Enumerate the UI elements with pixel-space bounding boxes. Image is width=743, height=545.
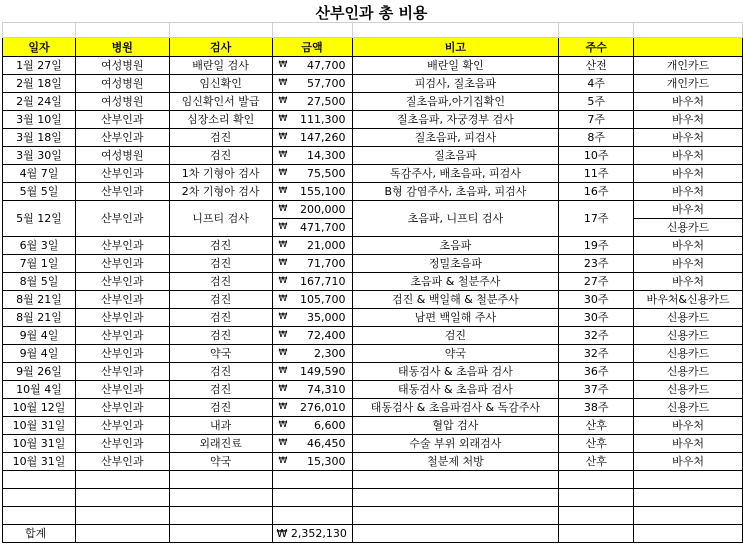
note-cell[interactable]: 정밀초음파	[352, 255, 559, 273]
test-cell[interactable]: 심장소리 확인	[169, 111, 272, 129]
amount-value: 74,310	[307, 383, 346, 396]
test-cell[interactable]: 배란일 검사	[169, 57, 272, 75]
test-cell[interactable]: 검진	[169, 309, 272, 327]
date-cell[interactable]: 10월 12일	[3, 399, 76, 417]
date-cell[interactable]: 10월 4일	[3, 381, 76, 399]
currency-symbol: ₩	[278, 276, 288, 286]
date-cell[interactable]: 6월 3일	[3, 237, 76, 255]
pay-cell[interactable]: 신용카드	[634, 381, 743, 399]
amount-value: 46,450	[307, 437, 346, 450]
date-cell[interactable]: 5월 12일	[3, 201, 76, 237]
week-cell[interactable]: 30주	[559, 291, 634, 309]
date-cell[interactable]: 1월 27일	[3, 57, 76, 75]
empty-cell[interactable]	[3, 489, 76, 507]
amount-cell[interactable]	[272, 165, 352, 183]
date-cell[interactable]: 2월 24일	[3, 93, 76, 111]
test-cell[interactable]: 검진	[169, 273, 272, 291]
amount-cell[interactable]	[272, 417, 352, 435]
amount-cell[interactable]	[272, 255, 352, 273]
week-cell[interactable]: 산후	[559, 435, 634, 453]
hospital-cell[interactable]: 산부인과	[75, 255, 169, 273]
note-cell[interactable]: 질초음파, 피검사	[352, 129, 559, 147]
empty-cell[interactable]	[272, 471, 352, 489]
amount-value: 15,300	[307, 455, 346, 468]
amount-cell[interactable]	[272, 201, 352, 219]
pay-cell[interactable]: 바우처	[634, 435, 743, 453]
note-cell[interactable]: 질초음파	[352, 147, 559, 165]
date-cell[interactable]: 3월 18일	[3, 129, 76, 147]
header-week[interactable]: 주수	[559, 38, 634, 57]
empty-cell[interactable]	[352, 525, 559, 543]
amount-value: 167,710	[300, 275, 346, 288]
empty-cell[interactable]	[634, 489, 743, 507]
pay-cell[interactable]: 바우처	[634, 273, 743, 291]
note-cell[interactable]: 초음파, 니프티 검사	[352, 201, 559, 237]
empty-cell[interactable]	[3, 471, 76, 489]
amount-value: 149,590	[300, 365, 346, 378]
date-cell[interactable]: 9월 4일	[3, 345, 76, 363]
table-row	[3, 237, 743, 255]
cell[interactable]	[634, 23, 743, 38]
total-amount[interactable]: ₩ 2,352,130	[272, 525, 352, 543]
currency-symbol: ₩	[278, 348, 288, 358]
note-cell[interactable]: 질초음파,아기집확인	[352, 93, 559, 111]
pay-cell[interactable]: 신용카드	[634, 219, 743, 237]
currency-symbol: ₩	[278, 240, 288, 250]
empty-cell[interactable]	[169, 489, 272, 507]
currency-symbol: ₩	[278, 132, 288, 142]
test-cell[interactable]: 약국	[169, 453, 272, 471]
week-cell[interactable]: 10주	[559, 147, 634, 165]
empty-row	[3, 471, 743, 489]
empty-row	[3, 507, 743, 525]
table-row	[3, 57, 743, 75]
amount-cell[interactable]	[272, 453, 352, 471]
blank-row	[3, 23, 743, 38]
week-cell[interactable]: 11주	[559, 165, 634, 183]
week-cell[interactable]: 37주	[559, 381, 634, 399]
hospital-cell[interactable]: 산부인과	[75, 111, 169, 129]
week-cell[interactable]: 8주	[559, 129, 634, 147]
hospital-cell[interactable]: 산부인과	[75, 291, 169, 309]
note-cell[interactable]: 질초음파, 자궁경부 검사	[352, 111, 559, 129]
note-cell[interactable]: 혈압 검사	[352, 417, 559, 435]
amount-cell[interactable]	[272, 291, 352, 309]
note-cell[interactable]: 태동검사 & 초음파 검사	[352, 381, 559, 399]
amount-cell[interactable]	[272, 111, 352, 129]
table-row	[3, 327, 743, 345]
table-row	[3, 273, 743, 291]
empty-cell[interactable]	[352, 471, 559, 489]
cell[interactable]	[75, 23, 169, 38]
date-cell[interactable]: 3월 10일	[3, 111, 76, 129]
week-cell[interactable]: 산후	[559, 453, 634, 471]
table-row	[3, 345, 743, 363]
amount-value: 72,400	[307, 329, 346, 342]
test-cell[interactable]: 검진	[169, 363, 272, 381]
hospital-cell[interactable]: 산부인과	[75, 237, 169, 255]
currency-symbol: ₩	[278, 384, 288, 394]
amount-cell[interactable]	[272, 219, 352, 237]
hospital-cell[interactable]: 산부인과	[75, 165, 169, 183]
date-cell[interactable]: 9월 4일	[3, 327, 76, 345]
header-pay[interactable]	[634, 38, 743, 57]
date-cell[interactable]: 3월 30일	[3, 147, 76, 165]
hospital-cell[interactable]: 산부인과	[75, 201, 169, 237]
amount-value: 471,700	[300, 221, 346, 234]
date-cell[interactable]: 10월 31일	[3, 417, 76, 435]
currency-symbol: ₩	[278, 114, 288, 124]
amount-value: 6,600	[314, 419, 346, 432]
week-cell[interactable]: 산전	[559, 57, 634, 75]
test-cell[interactable]: 검진	[169, 327, 272, 345]
amount-cell[interactable]	[272, 93, 352, 111]
hospital-cell[interactable]: 산부인과	[75, 345, 169, 363]
note-cell[interactable]: 독감주사, 배초음파, 피검사	[352, 165, 559, 183]
week-cell[interactable]: 32주	[559, 327, 634, 345]
amount-cell[interactable]	[272, 435, 352, 453]
empty-cell[interactable]	[169, 507, 272, 525]
empty-cell[interactable]	[169, 525, 272, 543]
date-cell[interactable]: 5월 5일	[3, 183, 76, 201]
note-cell[interactable]: 남편 백일해 주사	[352, 309, 559, 327]
note-cell[interactable]: 초음파 & 철분주사	[352, 273, 559, 291]
currency-symbol: ₩	[278, 186, 288, 196]
pay-cell[interactable]: 바우처	[634, 165, 743, 183]
pay-cell[interactable]: 신용카드	[634, 309, 743, 327]
table-row	[3, 453, 743, 471]
table-row	[3, 183, 743, 201]
amount-value: 71,700	[307, 257, 346, 270]
empty-cell[interactable]	[559, 471, 634, 489]
date-cell[interactable]: 7월 1일	[3, 255, 76, 273]
test-cell[interactable]: 외래진료	[169, 435, 272, 453]
empty-cell[interactable]	[634, 507, 743, 525]
amount-cell[interactable]	[272, 327, 352, 345]
week-cell[interactable]: 36주	[559, 363, 634, 381]
table-row	[3, 363, 743, 381]
cell[interactable]	[272, 23, 352, 38]
hospital-cell[interactable]: 여성병원	[75, 93, 169, 111]
currency-symbol: ₩	[278, 96, 288, 106]
empty-row	[3, 489, 743, 507]
table-row	[3, 381, 743, 399]
table-row	[3, 147, 743, 165]
cell[interactable]	[559, 23, 634, 38]
empty-cell[interactable]	[75, 471, 169, 489]
amount-value: 105,700	[300, 293, 346, 306]
week-cell[interactable]: 4주	[559, 75, 634, 93]
empty-cell[interactable]	[169, 471, 272, 489]
amount-value: 14,300	[307, 149, 346, 162]
table-row	[3, 201, 743, 219]
week-cell[interactable]: 17주	[559, 201, 634, 237]
amount-cell[interactable]	[272, 399, 352, 417]
currency-symbol: ₩	[278, 366, 288, 376]
pay-cell[interactable]: 개인카드	[634, 75, 743, 93]
currency-symbol: ₩	[278, 78, 288, 88]
cell[interactable]	[352, 23, 559, 38]
pay-cell[interactable]: 바우처&신용카드	[634, 291, 743, 309]
week-cell[interactable]: 32주	[559, 345, 634, 363]
date-cell[interactable]: 2월 18일	[3, 75, 76, 93]
hospital-cell[interactable]: 산부인과	[75, 453, 169, 471]
note-cell[interactable]: 약국	[352, 345, 559, 363]
empty-cell[interactable]	[75, 507, 169, 525]
note-cell[interactable]: 철분제 처방	[352, 453, 559, 471]
empty-cell[interactable]	[559, 525, 634, 543]
amount-value: 27,500	[307, 95, 346, 108]
amount-cell[interactable]	[272, 75, 352, 93]
test-cell[interactable]: 검진	[169, 255, 272, 273]
hospital-cell[interactable]: 산부인과	[75, 417, 169, 435]
cell[interactable]	[169, 23, 272, 38]
pay-cell[interactable]: 바우처	[634, 417, 743, 435]
test-cell[interactable]: 니프티 검사	[169, 201, 272, 237]
test-cell[interactable]: 2차 기형아 검사	[169, 183, 272, 201]
table-row	[3, 309, 743, 327]
test-cell[interactable]: 임신확인서 발급	[169, 93, 272, 111]
amount-cell[interactable]	[272, 129, 352, 147]
note-cell[interactable]: B형 감염주사, 초음파, 피검사	[352, 183, 559, 201]
pay-cell[interactable]: 바우처	[634, 255, 743, 273]
week-cell[interactable]: 30주	[559, 309, 634, 327]
test-cell[interactable]: 검진	[169, 381, 272, 399]
amount-cell[interactable]	[272, 273, 352, 291]
amount-cell[interactable]	[272, 345, 352, 363]
pay-cell[interactable]: 신용카드	[634, 327, 743, 345]
hospital-cell[interactable]: 산부인과	[75, 363, 169, 381]
test-cell[interactable]: 내과	[169, 417, 272, 435]
amount-value: 75,500	[307, 167, 346, 180]
amount-value: 21,000	[307, 239, 346, 252]
amount-cell[interactable]	[272, 309, 352, 327]
amount-value: 200,000	[300, 203, 346, 216]
currency-symbol: ₩	[278, 438, 288, 448]
pay-cell[interactable]: 바우처	[634, 93, 743, 111]
total-label[interactable]: 합계	[3, 525, 76, 543]
pay-cell[interactable]: 신용카드	[634, 399, 743, 417]
note-cell[interactable]: 태동검사 & 초음파 검사	[352, 363, 559, 381]
empty-cell[interactable]	[559, 489, 634, 507]
hospital-cell[interactable]: 산부인과	[75, 399, 169, 417]
sheet-title: 산부인과 총 비용	[315, 4, 428, 22]
header-hospital[interactable]: 병원	[75, 38, 169, 57]
amount-value: 276,010	[300, 401, 346, 414]
currency-symbol: ₩	[278, 456, 288, 466]
table-row	[3, 129, 743, 147]
test-cell[interactable]: 검진	[169, 147, 272, 165]
pay-cell[interactable]: 바우처	[634, 453, 743, 471]
cell[interactable]	[3, 23, 76, 38]
pay-cell[interactable]: 바우처	[634, 111, 743, 129]
note-cell[interactable]: 검진	[352, 327, 559, 345]
hospital-cell[interactable]: 여성병원	[75, 75, 169, 93]
week-cell[interactable]: 7주	[559, 111, 634, 129]
date-cell[interactable]: 4월 7일	[3, 165, 76, 183]
test-cell[interactable]: 검진	[169, 291, 272, 309]
pay-cell[interactable]: 신용카드	[634, 363, 743, 381]
date-cell[interactable]: 8월 21일	[3, 309, 76, 327]
amount-cell[interactable]	[272, 381, 352, 399]
cost-table	[2, 22, 743, 543]
amount-value: 2,300	[314, 347, 346, 360]
currency-symbol: ₩	[278, 150, 288, 160]
hospital-cell[interactable]: 산부인과	[75, 327, 169, 345]
hospital-cell[interactable]: 산부인과	[75, 309, 169, 327]
empty-cell[interactable]	[272, 507, 352, 525]
currency-symbol: ₩	[278, 420, 288, 430]
test-cell[interactable]: 검진	[169, 237, 272, 255]
table-row	[3, 399, 743, 417]
empty-cell[interactable]	[75, 525, 169, 543]
amount-cell[interactable]	[272, 363, 352, 381]
total-row	[3, 525, 743, 543]
header-test[interactable]: 검사	[169, 38, 272, 57]
amount-value: 111,300	[300, 113, 346, 126]
date-cell[interactable]: 8월 21일	[3, 291, 76, 309]
amount-cell[interactable]	[272, 57, 352, 75]
table-row	[3, 111, 743, 129]
amount-value: 57,700	[307, 77, 346, 90]
currency-symbol: ₩	[278, 222, 288, 232]
amount-cell[interactable]	[272, 237, 352, 255]
empty-cell[interactable]	[352, 507, 559, 525]
header-amount[interactable]: 금액	[272, 38, 352, 57]
table-row	[3, 75, 743, 93]
pay-cell[interactable]: 바우처	[634, 183, 743, 201]
amount-value: 47,700	[307, 59, 346, 72]
week-cell[interactable]: 19주	[559, 237, 634, 255]
week-cell[interactable]: 5주	[559, 93, 634, 111]
empty-cell[interactable]	[634, 525, 743, 543]
pay-cell[interactable]: 개인카드	[634, 57, 743, 75]
week-cell[interactable]: 23주	[559, 255, 634, 273]
amount-value: 147,260	[300, 131, 346, 144]
table-row	[3, 165, 743, 183]
empty-cell[interactable]	[75, 489, 169, 507]
note-cell[interactable]: 배란일 확인	[352, 57, 559, 75]
hospital-cell[interactable]: 여성병원	[75, 147, 169, 165]
currency-symbol: ₩	[278, 258, 288, 268]
date-cell[interactable]: 8월 5일	[3, 273, 76, 291]
pay-cell[interactable]: 바우처	[634, 129, 743, 147]
table-row	[3, 93, 743, 111]
currency-symbol: ₩	[278, 204, 288, 214]
hospital-cell[interactable]: 산부인과	[75, 273, 169, 291]
header-row	[3, 38, 743, 57]
table-row	[3, 255, 743, 273]
table-row	[3, 417, 743, 435]
hospital-cell[interactable]: 여성병원	[75, 57, 169, 75]
week-cell[interactable]: 27주	[559, 273, 634, 291]
header-note[interactable]: 비고	[352, 38, 559, 57]
currency-symbol: ₩	[278, 312, 288, 322]
hospital-cell[interactable]: 산부인과	[75, 183, 169, 201]
currency-symbol: ₩	[278, 168, 288, 178]
note-cell[interactable]: 피검사, 질초음파	[352, 75, 559, 93]
currency-symbol: ₩	[278, 294, 288, 304]
note-cell[interactable]: 검진 & 백일해 & 철분주사	[352, 291, 559, 309]
currency-symbol: ₩	[278, 402, 288, 412]
week-cell[interactable]: 16주	[559, 183, 634, 201]
empty-cell[interactable]	[634, 471, 743, 489]
amount-cell[interactable]	[272, 183, 352, 201]
hospital-cell[interactable]: 산부인과	[75, 129, 169, 147]
amount-value: 155,100	[300, 185, 346, 198]
pay-cell[interactable]: 바우처	[634, 201, 743, 219]
note-cell[interactable]: 수술 부위 외래검사	[352, 435, 559, 453]
empty-cell[interactable]	[559, 507, 634, 525]
empty-cell[interactable]	[3, 507, 76, 525]
currency-symbol: ₩	[278, 330, 288, 340]
empty-cell[interactable]	[272, 489, 352, 507]
date-cell[interactable]: 9월 26일	[3, 363, 76, 381]
test-cell[interactable]: 1차 기형아 검사	[169, 165, 272, 183]
note-cell[interactable]: 태동검사 & 초음파검사 & 독감주사	[352, 399, 559, 417]
pay-cell[interactable]: 바우처	[634, 147, 743, 165]
note-cell[interactable]: 초음파	[352, 237, 559, 255]
currency-symbol: ₩	[278, 60, 288, 70]
pay-cell[interactable]: 바우처	[634, 237, 743, 255]
test-cell[interactable]: 검진	[169, 399, 272, 417]
week-cell[interactable]: 산후	[559, 417, 634, 435]
amount-value: 35,000	[307, 311, 346, 324]
hospital-cell[interactable]: 산부인과	[75, 435, 169, 453]
amount-cell[interactable]	[272, 147, 352, 165]
table-row	[3, 291, 743, 309]
table-row	[3, 435, 743, 453]
date-cell[interactable]: 10월 31일	[3, 435, 76, 453]
pay-cell[interactable]: 신용카드	[634, 345, 743, 363]
test-cell[interactable]: 검진	[169, 129, 272, 147]
header-date[interactable]: 일자	[3, 38, 76, 57]
test-cell[interactable]: 약국	[169, 345, 272, 363]
test-cell[interactable]: 임신확인	[169, 75, 272, 93]
week-cell[interactable]: 38주	[559, 399, 634, 417]
empty-cell[interactable]	[352, 489, 559, 507]
hospital-cell[interactable]: 산부인과	[75, 381, 169, 399]
date-cell[interactable]: 10월 31일	[3, 453, 76, 471]
